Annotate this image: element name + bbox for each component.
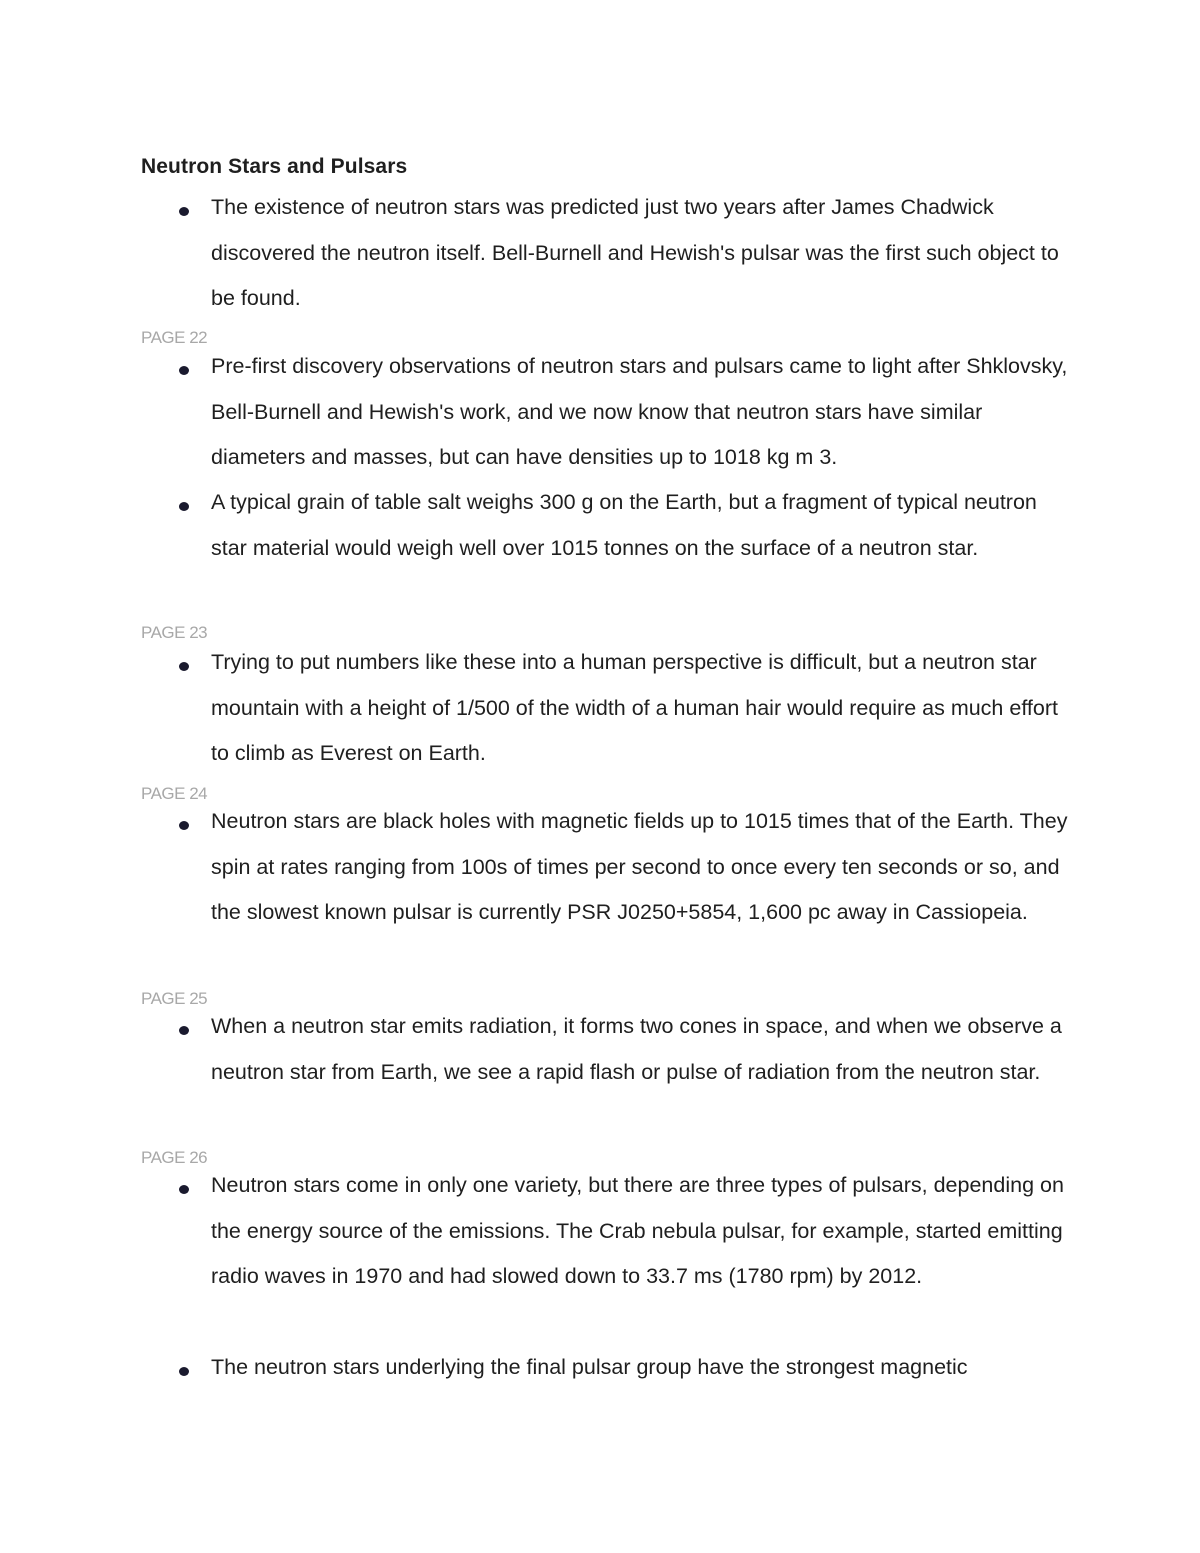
bullet-dot-icon [179, 1185, 189, 1194]
page-marker: PAGE 26 [141, 1148, 208, 1167]
document-title: Neutron Stars and Pulsars [141, 155, 408, 178]
bullet-text: The existence of neutron stars was predicted just two years after James Chadwick discovered the neutron itself. Bell-Burnell and Hewish's pulsar was the first such object to be found. [211, 195, 1059, 310]
bullet-dot-icon [179, 662, 189, 671]
bullet-text: When a neutron star emits radiation, it forms two cones in space, and when we observe a neutron star from Earth, we see a rapid flash or pulse of radiation from the neutron star. [211, 1014, 1062, 1084]
bullet-text: Pre-first discovery observations of neutron stars and pulsars came to light after Shklovsky, Bell-Burnell and Hewish's work, and we now know that neutron stars have similar diameters and masses, but can have densities up to 1018 kg m 3. [211, 354, 1068, 469]
bullet-dot-icon [179, 207, 189, 216]
page-marker: PAGE 22 [141, 328, 208, 347]
page-marker: PAGE 25 [141, 989, 208, 1008]
bullet-dot-icon [179, 821, 189, 830]
bullet-dot-icon [179, 1367, 189, 1376]
bullet-text: Neutron stars are black holes with magnetic fields up to 1015 times that of the Earth. They spin at rates ranging from 100s of times per second to once every ten seconds or so, and the slowest known pulsar is currently PSR J0250+5854, 1,600 pc away in Cassiopeia. [211, 809, 1068, 924]
bullet-dot-icon [179, 1026, 189, 1035]
bullet-text: Trying to put numbers like these into a human perspective is difficult, but a neutron star mountain with a height of 1/500 of the width of a human hair would require as much effort to climb as Everest on Earth. [211, 650, 1058, 765]
page-marker: PAGE 24 [141, 784, 208, 803]
bullet-dot-icon [179, 366, 189, 375]
bullet-dot-icon [179, 502, 189, 511]
bullet-text: Neutron stars come in only one variety, but there are three types of pulsars, depending on the energy source of the emissions. The Crab nebula pulsar, for example, started emitting radio waves in 1970 and had slowed down to 33.7 ms (1780 rpm) by 2012. [211, 1173, 1064, 1288]
bullet-text: The neutron stars underlying the final pulsar group have the strongest magnetic [211, 1355, 968, 1379]
page-marker: PAGE 23 [141, 623, 208, 642]
bullet-text: A typical grain of table salt weighs 300 g on the Earth, but a fragment of typical neutron star material would weigh well over 1015 tonnes on the surface of a neutron star. [211, 490, 1037, 560]
